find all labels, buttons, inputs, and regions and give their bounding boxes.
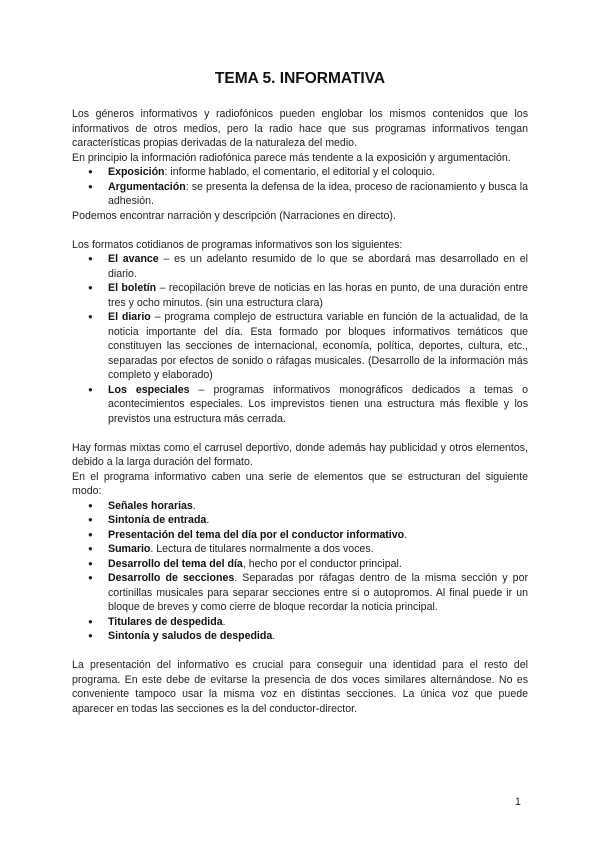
structure-paragraph: En el programa informativo caben una serie de elementos que se estructuran del siguiente modo: xyxy=(72,470,528,497)
page-number: 1 xyxy=(515,796,521,808)
closing-paragraph: La presentación del informativo es crucial para conseguir una identidad para el resto del programa. En este debe de evitarse la presencia de dos voces similares alternándose. No es conveniente tampoco usar la misma voz en distintas secciones. La única voz que puede aparecer en todas las secciones es la del conductor-director. xyxy=(72,659,528,715)
intro-paragraph: Los géneros informativos y radiofónicos pueden englobar los mismos contenidos que los informativos de otros medios, pero la radio hace que sus programas informativos tengan características propias derivadas de la naturaleza del medio. xyxy=(72,108,528,149)
intro-paragraph: Podemos encontrar narración y descripción (Narraciones en directo). xyxy=(72,209,396,222)
formats-list xyxy=(72,252,528,426)
intro-list xyxy=(72,165,528,209)
document-page xyxy=(72,70,528,716)
list-item: ● Exposición: informe hablado, el comentario, el editorial y el coloquio. xyxy=(108,165,528,180)
list-item: ● Sumario. Lectura de titulares normalmente a dos voces. xyxy=(108,542,528,557)
page-title: TEMA 5. INFORMATIVA xyxy=(214,70,386,87)
intro-paragraph: En principio la información radiofónica parece más tendente a la exposición y argumentación. xyxy=(72,151,511,164)
list-item: ● Desarrollo del tema del día, hecho por el conductor principal. xyxy=(108,557,528,572)
list-item: ● Argumentación: se presenta la defensa de la idea, proceso de racionamiento y busca la adhesión. xyxy=(108,180,528,209)
list-item: ● Sintonía y saludos de despedida. xyxy=(108,629,528,644)
list-item: ● Presentación del tema del día por el conductor informativo. xyxy=(108,528,528,543)
list-item: ● El avance – es un adelanto resumido de lo que se abordará mas desarrollado en el diario. xyxy=(108,252,528,281)
structure-paragraph: Hay formas mixtas como el carrusel deportivo, donde además hay publicidad y otros elementos, debido a la larga duración del formato. xyxy=(72,441,528,468)
list-item: ● El boletín – recopilación breve de noticias en las horas en punto, de una duración entre tres y ocho minutos. (sin una estructura clara) xyxy=(108,281,528,310)
list-item: ● Sintonía de entrada. xyxy=(108,513,528,528)
structure-list xyxy=(72,499,528,644)
list-item: ● El diario – programa complejo de estructura variable en función de la actualidad, de la noticia importante del día. Esta formado por bloques informativos temáticos que constituyen las secciones de internacional, economía, política, deportes, cultura, etc., separadas por efectos de sonido o ráfagas musicales. (Desarrollo de la información más completo y elaborado) xyxy=(108,310,528,383)
formats-lead: Los formatos cotidianos de programas informativos son los siguientes: xyxy=(72,238,403,251)
list-item: ● Titulares de despedida. xyxy=(108,615,528,630)
list-item: ● Los especiales – programas informativos monográficos dedicados a temas o acontecimientos especiales. Los imprevistos tienen una estructura más flexible y los previstos una estructura más cerrada. xyxy=(108,383,528,427)
list-item: ● Señales horarias. xyxy=(108,499,528,514)
list-item: ● Desarrollo de secciones. Separadas por ráfagas dentro de la misma sección y por cortinillas musicales para separar secciones entre si o autopromos. Al final puede ir un bloque de breves y como cierre de bloque recordar la noticia principal. xyxy=(108,571,528,615)
